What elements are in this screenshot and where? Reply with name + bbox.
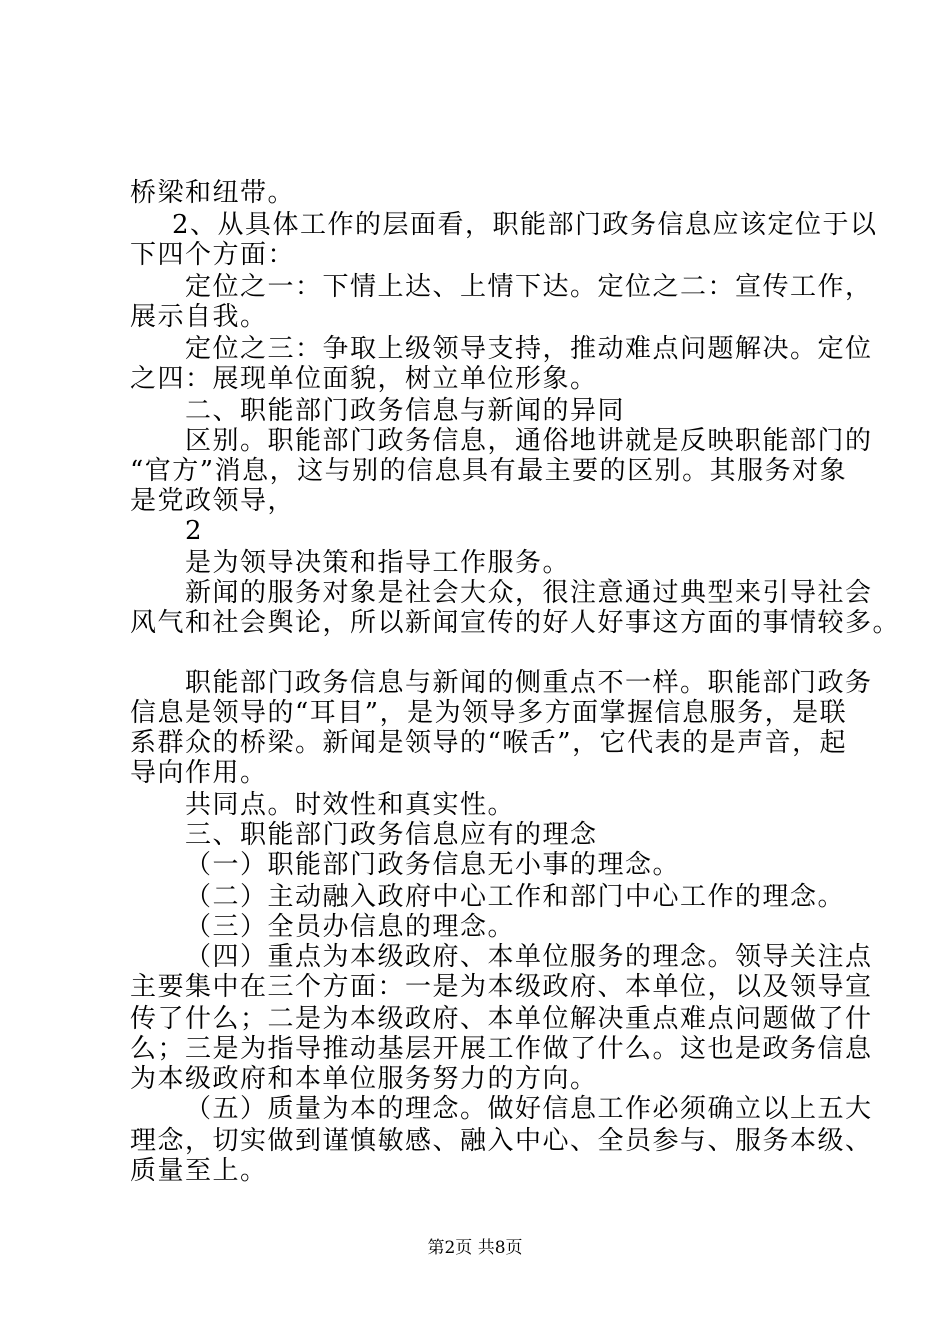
page-footer: 第2页 共8页 bbox=[427, 1238, 523, 1258]
text-line: 展示自我。 bbox=[130, 302, 268, 332]
text-line: （一）职能部门政务信息无小事的理念。 bbox=[185, 850, 681, 880]
text-line: 理念，切实做到谨慎敏感、融入中心、全员参与、服务本级、 bbox=[130, 1126, 873, 1156]
text-line: （五）质量为本的理念。做好信息工作必须确立以上五大 bbox=[185, 1094, 873, 1124]
text-line: 导向作用。 bbox=[130, 758, 268, 788]
text-line: 二、职能部门政务信息与新闻的异同 bbox=[185, 396, 626, 426]
text-line: 2 bbox=[185, 516, 204, 546]
text-line: 质量至上。 bbox=[130, 1156, 268, 1186]
text-line: 定位之三：争取上级领导支持，推动难点问题解决。定位 bbox=[185, 334, 873, 364]
text-line: 传了什么；二是为本级政府、本单位解决重点难点问题做了什 bbox=[130, 1004, 873, 1034]
text-line: 之四：展现单位面貌，树立单位形象。 bbox=[130, 364, 598, 394]
text-line: 是为领导决策和指导工作服务。 bbox=[185, 548, 571, 578]
text-line: 职能部门政务信息与新闻的侧重点不一样。职能部门政务 bbox=[185, 668, 873, 698]
text-line: 定位之一：下情上达、上情下达。定位之二：宣传工作， bbox=[185, 272, 873, 302]
text-line: 区别。职能部门政务信息，通俗地讲就是反映职能部门的 bbox=[185, 426, 873, 456]
text-line: （四）重点为本级政府、本单位服务的理念。领导关注点 bbox=[185, 942, 873, 972]
text-line: 共同点。时效性和真实性。 bbox=[185, 790, 516, 820]
text-line: “官方”消息，这与别的信息具有最主要的区别。其服务对象 bbox=[130, 456, 848, 486]
text-line: 是党政领导， bbox=[130, 486, 296, 516]
text-line: 为本级政府和本单位服务努力的方向。 bbox=[130, 1064, 598, 1094]
text-line: 桥梁和纽带。 bbox=[130, 178, 296, 208]
text-line: 风气和社会舆论，所以新闻宣传的好人好事这方面的事情较多。 bbox=[130, 608, 901, 638]
text-line: 下四个方面： bbox=[130, 240, 296, 270]
text-line: 系群众的桥梁。新闻是领导的“喉舌”，它代表的是声音，起 bbox=[130, 728, 848, 758]
text-line: （二）主动融入政府中心工作和部门中心工作的理念。 bbox=[185, 882, 846, 912]
text-line: （三）全员办信息的理念。 bbox=[185, 912, 516, 942]
text-line: 主要集中在三个方面：一是为本级政府、本单位，以及领导宣 bbox=[130, 972, 873, 1002]
text-line: 新闻的服务对象是社会大众，很注意通过典型来引导社会 bbox=[185, 578, 873, 608]
text-line: 三、职能部门政务信息应有的理念 bbox=[185, 820, 598, 850]
text-line: 信息是领导的“耳目”，是为领导多方面掌握信息服务，是联 bbox=[130, 698, 848, 728]
text-line: 2、从具体工作的层面看，职能部门政务信息应该定位于以 bbox=[172, 210, 878, 240]
text-line: 么；三是为指导推动基层开展工作做了什么。这也是政务信息 bbox=[130, 1034, 873, 1064]
